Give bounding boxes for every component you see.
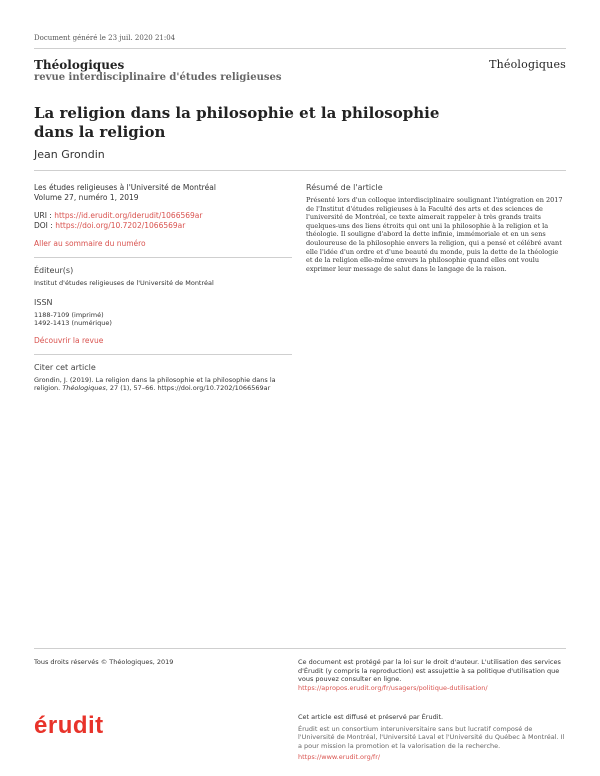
uri-line xyxy=(34,211,292,221)
citation-part-1: Grondin, J. (2019). La religion dans la philosophie et la philosophie dans la religion. xyxy=(34,375,276,392)
doi-line xyxy=(34,221,292,231)
generated-date: Document généré le 23 juil. 2020 21:04 xyxy=(34,34,176,42)
article-author: Jean Grondin xyxy=(34,148,105,161)
legal-text: Ce document est protégé par la loi sur le droit d'auteur. L'utilisation des services d'Érudit (y compris la reproduction) est assujettie à sa politique d'utilisation que vous pouvez consulter en ligne. xyxy=(298,658,561,683)
publisher-name: Institut d'études religieuses de l'Université de Montréal xyxy=(34,279,214,287)
article-metadata xyxy=(34,183,292,393)
journal-name: Théologiques xyxy=(34,58,125,72)
abstract-section xyxy=(306,183,566,273)
footer-divider xyxy=(34,648,566,649)
copyright: Tous droits réservés © Théologiques, 2019 xyxy=(34,658,174,666)
article-title: La religion dans la philosophie et la philosophie dans la religion xyxy=(34,104,440,141)
abstract-title: Résumé de l'article xyxy=(306,183,383,192)
erudit-logo: érudit xyxy=(34,712,104,739)
legal-link[interactable]: https://apropos.erudit.org/fr/usagers/politique-dutilisation/ xyxy=(298,683,488,692)
header-divider xyxy=(34,170,566,171)
erudit-title: Cet article est diffusé et préservé par Érudit. xyxy=(298,713,444,721)
summary-link[interactable]: Aller au sommaire du numéro xyxy=(34,239,146,248)
journal-logo: Théologiques xyxy=(489,58,566,71)
uri-label: URI : xyxy=(34,211,55,220)
citation-journal: Théologiques xyxy=(62,384,106,392)
citation-part-2: , 27 (1), 57–66. https://doi.org/10.7202/1066569ar xyxy=(105,384,271,392)
issn-print: 1188-7109 (imprimé) xyxy=(34,310,104,319)
cite-title: Citer cet article xyxy=(34,362,96,372)
discover-journal-link[interactable]: Découvrir la revue xyxy=(34,335,104,345)
publisher-title: Éditeur(s) xyxy=(34,266,74,275)
abstract-text: Présenté lors d'un colloque interdisciplinaire soulignant l'intégration en 2017 de l'Institut d'études religieuses à la Faculté des arts et des sciences de l'université de Montréal, ce texte aimerait rappeler à très grands traits quelques-uns des liens étroits qui ont uni la philosophie à la religion et la théologie. Il souligne d'abord la dette infinie, immémoriale et en un sens douloureuse de la philosophie envers la religion, qui a pensé et célébré avant elle l'idée d'un ordre et d'une beauté du monde, puis la dette de la théologie et de la religion elle-même envers la philosophie quand elles ont voulu exprimer leur message de salut dans le langage de la raison. xyxy=(306,196,563,273)
divider xyxy=(34,354,292,355)
top-divider xyxy=(34,48,566,49)
divider xyxy=(34,257,292,258)
erudit-description: Érudit est un consortium interuniversitaire sans but lucratif composé de l'Université de Montréal, l'Université Laval et l'Université du Québec à Montréal. Il a pour mission la promotion et la valorisation de la recherche. xyxy=(298,724,565,750)
citation-text xyxy=(34,376,292,393)
journal-subtitle: revue interdisciplinaire d'études religieuses xyxy=(34,72,282,83)
issue-institution: Les études religieuses à l'Université de Montréal xyxy=(34,183,216,192)
issn-digital: 1492-1413 (numérique) xyxy=(34,319,112,327)
uri-link[interactable]: https://id.erudit.org/iderudit/1066569ar xyxy=(54,211,203,220)
doi-link[interactable]: https://doi.org/10.7202/1066569ar xyxy=(55,221,186,230)
erudit-link[interactable]: https://www.erudit.org/fr/ xyxy=(298,753,381,761)
doi-label: DOI : xyxy=(34,221,56,230)
issn-title: ISSN xyxy=(34,297,53,307)
issue-volume: Volume 27, numéro 1, 2019 xyxy=(34,193,139,202)
erudit-notice xyxy=(298,713,566,762)
legal-notice xyxy=(298,658,566,692)
